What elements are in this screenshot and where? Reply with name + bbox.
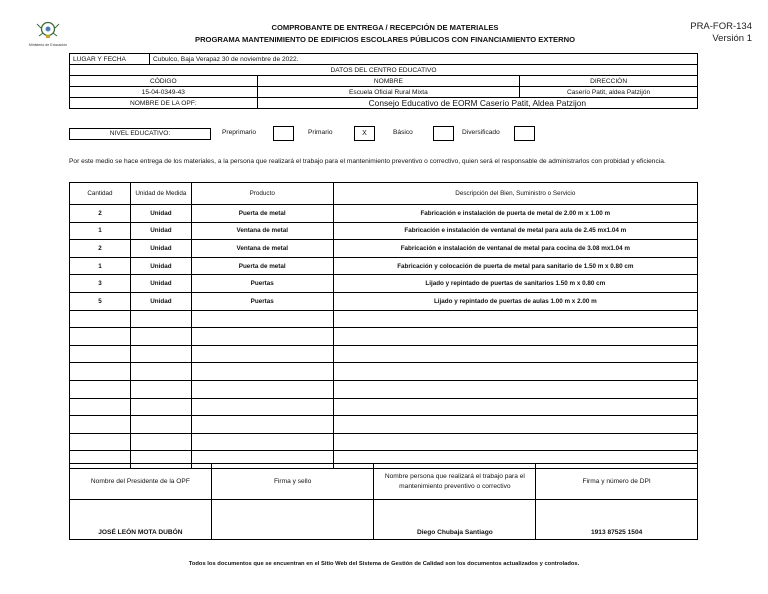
logo-text: Ministerio de Educación <box>28 43 68 47</box>
col-header-description: Descripción del Bien, Suministro o Servicio <box>333 183 697 205</box>
level-option-preprimario-label: Preprimario <box>222 129 257 136</box>
product-cell: Puerta de metal <box>191 257 333 275</box>
quantity-cell <box>70 328 131 346</box>
description-cell <box>333 380 697 398</box>
center-data-table <box>69 53 698 109</box>
footer-note: Todos los documentos que se encuentran en el Sitio Web del Sistema de Gestión de Calidad son los documentos actualizados y controlados. <box>188 561 580 567</box>
form-version: Versión 1 <box>712 33 752 44</box>
unit-cell: Unidad <box>130 222 191 240</box>
level-option-primario-label: Primario <box>308 129 333 136</box>
unit-cell: Unidad <box>130 240 191 258</box>
center-section-title: DATOS DEL CENTRO EDUCATIVO <box>70 65 698 76</box>
description-cell <box>333 433 697 451</box>
quantity-cell: 3 <box>70 275 131 293</box>
form-code-block <box>690 21 752 45</box>
level-option-primario-checkbox[interactable]: X <box>354 126 375 141</box>
intro-paragraph: Por este medio se hace entrega de los materiales, a la persona que realizará el trabajo para el mantenimiento preventivo o correctivo, quien será el responsable de administrarlos con probidad y eficiencia. <box>69 158 666 165</box>
table-row <box>70 398 698 416</box>
quantity-cell: 1 <box>70 222 131 240</box>
description-cell: Fabricación e instalación de ventanal de metal para cocina de 3.08 mx1.04 m <box>333 240 697 258</box>
title-line-2: PROGRAMA MANTENIMIENTO DE EDIFICIOS ESCOLARES PÚBLICOS CON FINANCIAMIENTO EXTERNO <box>195 35 575 44</box>
col-header-quantity: Cantidad <box>70 183 131 205</box>
opf-value: Consejo Educativo de EORM Caserío Patit, Aldea Patzijon <box>257 98 697 109</box>
unit-cell: Unidad <box>130 292 191 310</box>
quantity-cell <box>70 433 131 451</box>
table-row <box>70 363 698 381</box>
place-date-value: Cubulco, Baja Verapaz 30 de noviembre de 2022. <box>149 54 697 65</box>
table-row <box>70 240 698 258</box>
materials-table <box>69 182 698 469</box>
opf-label: NOMBRE DE LA OPF: <box>70 98 258 109</box>
unit-cell <box>130 433 191 451</box>
table-row <box>70 328 698 346</box>
description-cell <box>333 416 697 434</box>
table-row <box>70 433 698 451</box>
quantity-cell: 2 <box>70 205 131 223</box>
quantity-cell <box>70 363 131 381</box>
materials-table-header <box>70 183 698 205</box>
product-cell: Puertas <box>191 292 333 310</box>
president-name-label: Nombre del Presidente de la OPF <box>70 464 212 500</box>
unit-cell: Unidad <box>130 257 191 275</box>
level-option-basico-label: Básico <box>393 129 413 136</box>
unit-cell <box>130 345 191 363</box>
unit-cell <box>130 416 191 434</box>
form-code: PRA-FOR-134 <box>690 21 752 32</box>
level-option-basico-checkbox[interactable] <box>433 126 454 141</box>
description-cell <box>333 398 697 416</box>
description-cell <box>333 310 697 328</box>
description-cell <box>333 345 697 363</box>
description-cell: Lijado y repintado de puertas de sanitarios 1.50 m x 0.80 cm <box>333 275 697 293</box>
center-name: Escuela Oficial Rural Mixta <box>257 87 520 98</box>
col-header-unit: Unidad de Medida <box>130 183 191 205</box>
quantity-cell: 5 <box>70 292 131 310</box>
signatures-table <box>69 463 698 540</box>
col-header-product: Producto <box>191 183 333 205</box>
document-title <box>150 22 620 46</box>
description-cell: Fabricación e instalación de ventanal de metal para aula de 2.45 mx1.04 m <box>333 222 697 240</box>
worker-name: Diego Chubaja Santiago <box>374 500 536 540</box>
level-option-diversificado-checkbox[interactable] <box>514 126 535 141</box>
president-name: JOSÉ LEÓN MOTA DUBÓN <box>70 500 212 540</box>
address-label: DIRECCIÓN <box>520 76 698 87</box>
unit-cell <box>130 398 191 416</box>
table-row <box>70 275 698 293</box>
description-cell: Fabricación e instalación de puerta de metal de 2.00 m x 1.00 m <box>333 205 697 223</box>
product-cell <box>191 416 333 434</box>
product-cell: Ventana de metal <box>191 222 333 240</box>
table-row <box>70 345 698 363</box>
quantity-cell: 2 <box>70 240 131 258</box>
product-cell: Puerta de metal <box>191 205 333 223</box>
level-option-diversificado-label: Diversificado <box>462 129 500 136</box>
unit-cell: Unidad <box>130 275 191 293</box>
unit-cell <box>130 310 191 328</box>
president-signature <box>211 500 374 540</box>
level-option-preprimario-checkbox[interactable] <box>273 126 294 141</box>
quantity-cell <box>70 310 131 328</box>
quantity-cell <box>70 345 131 363</box>
product-cell <box>191 363 333 381</box>
table-row <box>70 222 698 240</box>
quantity-cell <box>70 416 131 434</box>
worker-signature-label: Firma y número de DPI <box>536 464 698 500</box>
president-signature-label: Firma y sello <box>211 464 374 500</box>
product-cell <box>191 310 333 328</box>
title-line-1: COMPROBANTE DE ENTREGA / RECEPCIÓN DE MATERIALES <box>271 23 499 32</box>
worker-name-label: Nombre persona que realizará el trabajo para el mantenimiento preventivo o correctivo <box>374 464 536 500</box>
product-cell <box>191 398 333 416</box>
quantity-cell <box>70 398 131 416</box>
table-row <box>70 380 698 398</box>
product-cell <box>191 345 333 363</box>
level-label: NIVEL EDUCATIVO: <box>69 128 211 140</box>
description-cell <box>333 328 697 346</box>
table-row <box>70 310 698 328</box>
quantity-cell: 1 <box>70 257 131 275</box>
description-cell: Fabricación y colocación de puerta de metal para sanitario de 1.50 m x 0.80 cm <box>333 257 697 275</box>
code-label: CÓDIGO <box>70 76 258 87</box>
product-cell <box>191 433 333 451</box>
table-row <box>70 205 698 223</box>
unit-cell: Unidad <box>130 205 191 223</box>
table-row <box>70 257 698 275</box>
name-label: NOMBRE <box>257 76 520 87</box>
description-cell: Lijado y repintado de puertas de aulas 1.00 m x 2.00 m <box>333 292 697 310</box>
place-date-label: LUGAR Y FECHA <box>70 54 150 65</box>
table-row <box>70 292 698 310</box>
product-cell <box>191 328 333 346</box>
unit-cell <box>130 380 191 398</box>
unit-cell <box>130 363 191 381</box>
quantity-cell <box>70 380 131 398</box>
product-cell: Ventana de metal <box>191 240 333 258</box>
product-cell <box>191 380 333 398</box>
description-cell <box>333 363 697 381</box>
center-address: Caserío Patit, aldea Patzijón <box>520 87 698 98</box>
ministry-logo <box>30 20 66 50</box>
product-cell: Puertas <box>191 275 333 293</box>
center-code: 15-04-0349-43 <box>70 87 258 98</box>
worker-dpi: 1913 87525 1504 <box>536 500 698 540</box>
unit-cell <box>130 328 191 346</box>
table-row <box>70 416 698 434</box>
